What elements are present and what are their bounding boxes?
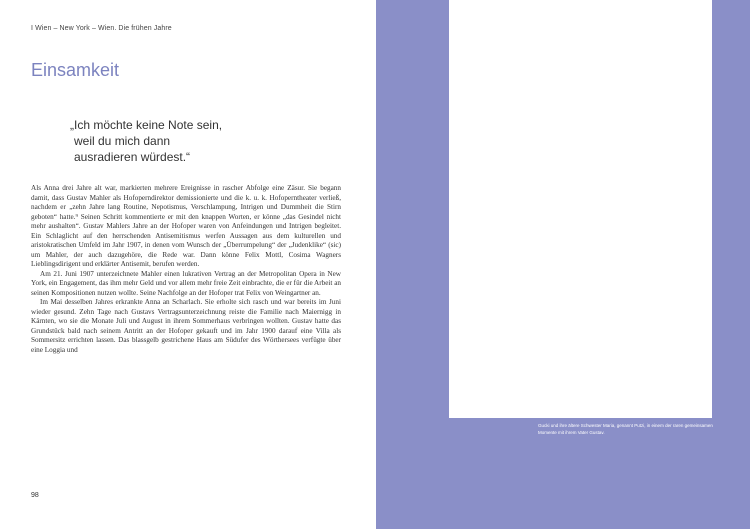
- photo-caption: Gucki und ihre ältere Schwester Maria, genannt Putzi, in einem der raren gemeinsamen Momente mit ihrem Vater Gustav.: [538, 423, 713, 435]
- body-paragraph: Am 21. Juni 1907 unterzeichnete Mahler einen lukrativen Vertrag an der Metropolitan Opera in New York, ein Engagement, das ihm mehr Geld und vor allem mehr freie Zeit einbrachte, die er für die Arbeit an seinen Kompositionen nutzen wollte. Seine Nachfolge an der Hofoper trat Felix von Weingartner an.: [31, 269, 341, 297]
- body-paragraph: Im Mai desselben Jahres erkrankte Anna an Scharlach. Sie erholte sich rasch und war bereits im Juni wieder gesund. Zehn Tage nach Gustavs Vertragsunterzeichnung reiste die Familie nach Maiernigg in Kärnten, wo sie die Monate Juli und August in ihrem Sommerhaus verbringen wollten. Gustav hatte das Grundstück bald nach seinem Antritt an der Hofoper gekauft und im Jahr 1900 darauf eine Villa als Sommersitz errichten lassen. Das blassgelb gestrichene Haus am Südufer des Wörthersees verfügte über eine Loggia und: [31, 298, 341, 354]
- photo-placeholder: [449, 0, 712, 418]
- running-head: I Wien – New York – Wien. Die frühen Jahre: [31, 25, 172, 32]
- chapter-title: Einsamkeit: [31, 60, 120, 80]
- epigraph-line: „Ich möchte keine Note sein,: [70, 118, 223, 132]
- epigraph-quote: [70, 117, 222, 165]
- body-text: [31, 184, 341, 355]
- body-paragraph: Als Anna drei Jahre alt war, markierten mehrere Ereignisse in rascher Abfolge eine Zäsur. Sie begann damit, dass Gustav Mahler als Hofoperndirektor demissionierte und die k. u. k. Hofoperntheater verließ, nachdem er „zehn Jahre lang Routine, Nepotismus, Verschlampung, Intrigen und Dummheit die Stirn geboten“ hatte.⁹ Seinen Schritt kommentierte er mit den knappen Worten, er könne „das Gesindel nicht mehr aushalten“. Gustav Mahlers Jahre an der Hofoper waren von Anfeindungen und Intrigen begleitet. Ein Schlaglicht auf den herrschenden Antisemitismus werfen Aussagen aus dem kulturellen und aristokratischen Umfeld im Jahr 1907, in denen vom Wunsch der „Überrumpelung“ der „Judenklike“ (sic) um Mahler, der auch dazugehöre, die Rede war. Dann könne Felix Mottl, Cosima Wagners Lieblingsdirigent und erklärter Antisemit, berufen werden.: [31, 184, 341, 268]
- epigraph-line: ausradieren würdest.“: [74, 150, 191, 164]
- epigraph-line: weil du mich dann: [74, 134, 171, 148]
- page-number: 98: [31, 492, 39, 499]
